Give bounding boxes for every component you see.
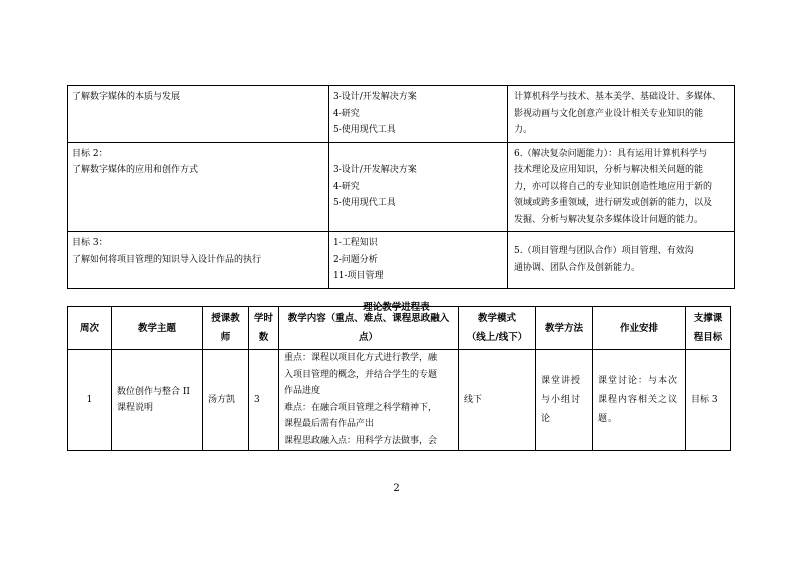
indicator-line: 4-研究 [333, 181, 360, 192]
indicator-line: 1-工程知识 [333, 238, 378, 248]
indicator-line: 4-研究 [333, 108, 360, 119]
ability-line: 5.（项目管理与团队合作）项目管理、有效沟 [514, 246, 694, 257]
schedule-row [68, 350, 731, 451]
ability-line: 通协调、团队合作及创新能力。 [514, 262, 641, 273]
ability-line: 技术理论及应用知识，分析与解决相关问题的能 [514, 165, 704, 175]
schedule-table [67, 306, 731, 451]
indicator-line: 5-使用现代工具 [333, 125, 396, 135]
target-cell: 目标 3 [686, 350, 731, 451]
header-homework: 作业安排 [593, 307, 686, 350]
objective-row [68, 142, 735, 232]
header-teacher: 授课教 师 [203, 307, 249, 350]
indicator-line: 3-设计/开发解决方案 [333, 92, 417, 102]
ability-line: 影视动画与文化创意产业设计相关专业知识的能 [514, 108, 704, 119]
schedule-header-row [68, 307, 731, 350]
indicator-line: 3-设计/开发解决方案 [333, 165, 417, 175]
indicator-line: 2-问题分析 [333, 254, 378, 265]
objective-ability-cell [508, 142, 735, 232]
header-content: 教学内容（重点、难点、课程思政融入 点） [279, 307, 459, 350]
mode-cell: 线下 [459, 350, 536, 451]
ability-line: 领域或跨多重领域，进行研发或创新的能力，以及 [514, 198, 713, 208]
objective-indicator-cell [329, 86, 508, 143]
header-method: 教学方法 [536, 307, 593, 350]
goal-line: 了解数字媒体的应用和创作方式 [72, 165, 199, 175]
week-cell: 1 [68, 350, 112, 451]
ability-line: 发掘、分析与解决复杂多媒体设计问题的能力。 [514, 214, 704, 225]
objective-indicator-cell [329, 232, 508, 289]
goal-line: 了解如何将项目管理的知识导入设计作品的执行 [72, 254, 262, 265]
goal-line: 了解数字媒体的本质与发展 [72, 92, 181, 102]
schedule-caption: 理论教学进程表 [363, 302, 430, 313]
ability-line: 力，亦可以将自己的专业知识创造性地应用于新的 [514, 181, 713, 192]
goal-line: 目标 2： [72, 148, 108, 159]
objective-goal-cell [68, 86, 329, 143]
topic-cell: 数位创作与整合 II 课程说明 [112, 350, 203, 451]
objective-ability-cell [508, 86, 735, 143]
objective-goal-cell [68, 232, 329, 289]
homework-cell: 课堂讨论：与本次 课程内容相关之议 题。 [593, 350, 686, 451]
header-topic: 教学主题 [112, 307, 203, 350]
header-hours: 学时 数 [249, 307, 279, 350]
objective-row [68, 232, 735, 289]
header-mode: 教学模式 （线上/线下） [459, 307, 536, 350]
objectives-table [67, 85, 735, 289]
indicator-line: 11-项目管理 [333, 271, 384, 281]
page-number: 2 [393, 483, 400, 494]
objective-ability-cell [508, 232, 735, 289]
ability-line: 计算机科学与技术、基本美学、基础设计、多媒体、 [514, 92, 722, 102]
hours-cell: 3 [249, 350, 279, 451]
objective-row [68, 86, 735, 143]
indicator-line: 5-使用现代工具 [333, 198, 396, 208]
goal-line: 目标 3： [72, 238, 108, 248]
content-cell: 重点：课程以项目化方式进行教学，融 入项目管理的概念，并结合学生的专题 作品进度 难点：在融合项目管理之科学精神下， 课程最后需有作品产出 课程思政融入点：用科学方法做事，会 [279, 350, 459, 451]
ability-line: 力。 [514, 125, 533, 135]
objective-goal-cell [68, 142, 329, 232]
ability-line: 6.（解决复杂问题能力）：具有运用计算机科学与 [514, 148, 708, 159]
teacher-cell: 汤方凯 [203, 350, 249, 451]
method-cell: 课堂讲授 与小组讨 论 [536, 350, 593, 451]
header-target: 支撑课 程目标 [686, 307, 731, 350]
objective-indicator-cell [329, 142, 508, 232]
header-week: 周次 [68, 307, 112, 350]
